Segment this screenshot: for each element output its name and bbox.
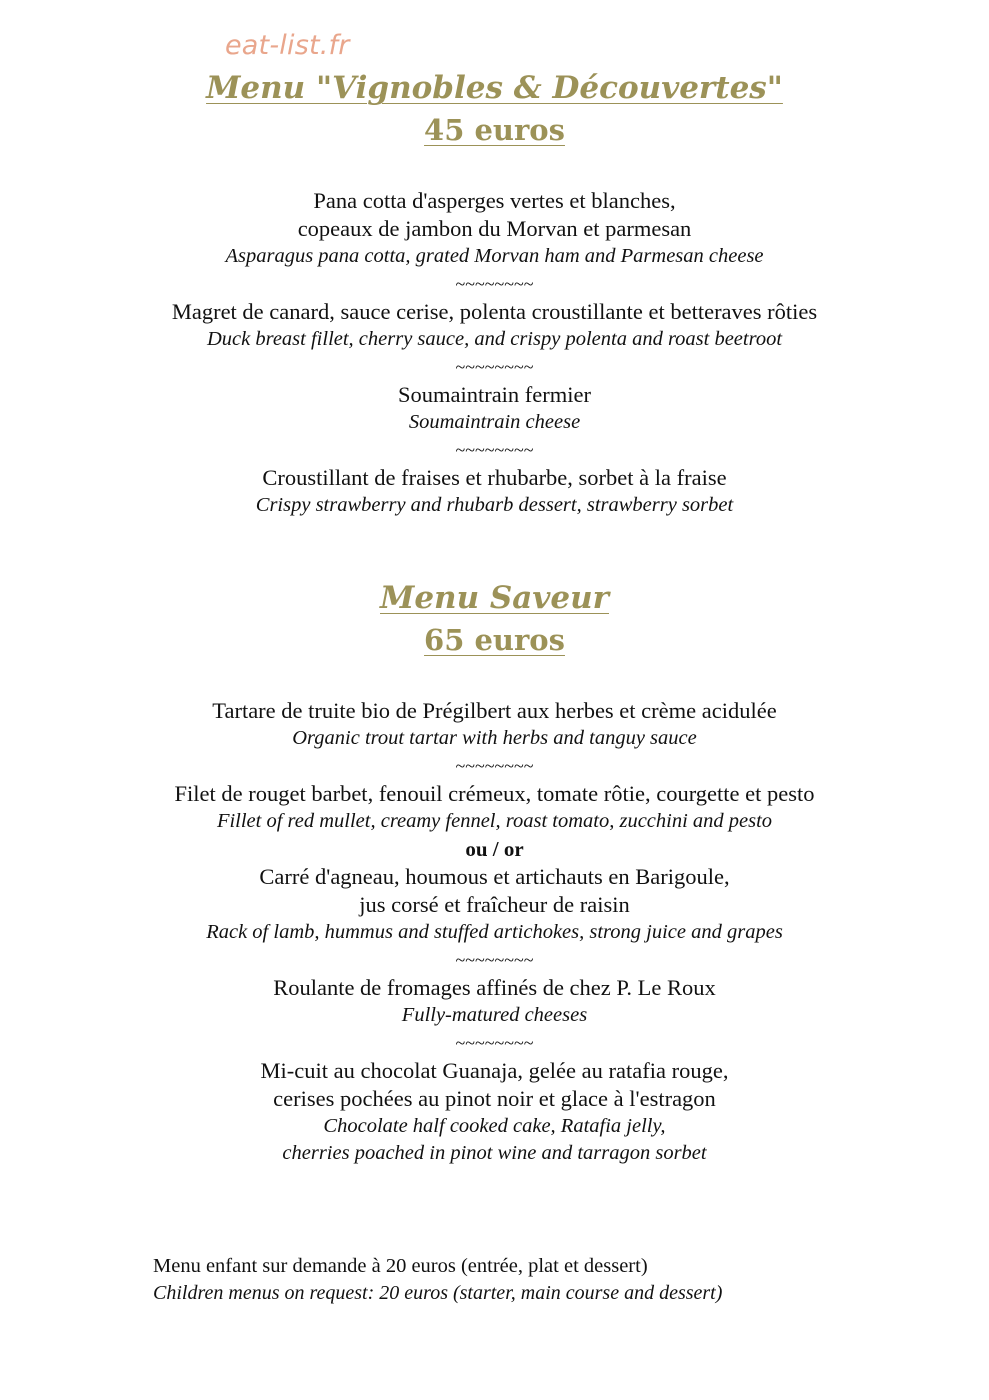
- course-main-1: [0, 780, 989, 835]
- separator: ~~~~~~~~: [455, 274, 534, 294]
- dish-en: Fully-matured cheeses: [401, 1004, 588, 1026]
- dish-fr: Roulante de fromages affinés de chez P. Le Roux: [273, 975, 716, 1000]
- watermark: eat-list.fr: [225, 30, 350, 61]
- menu-title: Menu Saveur: [380, 580, 609, 616]
- dish-fr: jus corsé et fraîcheur de raisin: [359, 892, 630, 917]
- course-main-2: [0, 863, 989, 946]
- dish-en: Chocolate half cooked cake, Ratafia jelly,: [323, 1115, 666, 1137]
- course-list: [0, 697, 989, 1167]
- dish-en: Crispy strawberry and rhubarb dessert, strawberry sorbet: [255, 494, 734, 516]
- course-dessert: [0, 1057, 989, 1167]
- dish-fr: Mi-cuit au chocolat Guanaja, gelée au ratafia rouge,: [260, 1058, 729, 1083]
- children-menu-en: Children menus on request: 20 euros (starter, main course and dessert): [153, 1282, 723, 1304]
- course-main: [0, 298, 989, 353]
- dish-en: Asparagus pana cotta, grated Morvan ham and Parmesan cheese: [225, 245, 764, 267]
- dish-en: Fillet of red mullet, creamy fennel, roast tomato, zucchini and pesto: [216, 810, 773, 832]
- dish-fr: Tartare de truite bio de Prégilbert aux herbes et crème acidulée: [212, 698, 777, 723]
- children-menu-fr: Menu enfant sur demande à 20 euros (entrée, plat et dessert): [153, 1255, 648, 1277]
- dish-fr: copeaux de jambon du Morvan et parmesan: [297, 216, 692, 241]
- dish-fr: cerises pochées au pinot noir et glace à l'estragon: [273, 1086, 716, 1111]
- separator: ~~~~~~~~: [455, 357, 534, 377]
- separator: ~~~~~~~~: [455, 1033, 534, 1053]
- course-dessert: [0, 464, 989, 519]
- dish-en: Duck breast fillet, cherry sauce, and crispy polenta and roast beetroot: [206, 328, 783, 350]
- dish-fr: Croustillant de fraises et rhubarbe, sorbet à la fraise: [262, 465, 727, 490]
- menu-title: Menu "Vignobles & Découvertes": [206, 70, 783, 106]
- dish-fr: Carré d'agneau, houmous et artichauts en Barigoule,: [259, 864, 730, 889]
- course-starter: [0, 187, 989, 270]
- course-starter: [0, 697, 989, 752]
- course-list: [0, 187, 989, 519]
- dish-en: Soumaintrain cheese: [408, 411, 581, 433]
- dish-fr: Pana cotta d'asperges vertes et blanches,: [313, 188, 676, 213]
- dish-en: cherries poached in pinot wine and tarragon sorbet: [282, 1142, 707, 1164]
- or-label: ou / or: [465, 837, 524, 861]
- menu-price: 45 euros: [424, 113, 565, 147]
- children-menu-note: [153, 1253, 722, 1306]
- dish-fr: Filet de rouget barbet, fenouil crémeux, tomate rôtie, courgette et pesto: [174, 781, 815, 806]
- separator: ~~~~~~~~: [455, 756, 534, 776]
- course-cheese: [0, 381, 989, 436]
- course-cheese: [0, 974, 989, 1029]
- separator: ~~~~~~~~: [455, 950, 534, 970]
- menu-price: 65 euros: [424, 623, 565, 657]
- dish-en: Organic trout tartar with herbs and tanguy sauce: [292, 727, 697, 749]
- separator: ~~~~~~~~: [455, 440, 534, 460]
- dish-fr: Soumaintrain fermier: [397, 382, 592, 407]
- dish-fr: Magret de canard, sauce cerise, polenta croustillante et betteraves rôties: [171, 299, 818, 324]
- menu-vignobles: [0, 67, 989, 519]
- dish-en: Rack of lamb, hummus and stuffed artichokes, strong juice and grapes: [206, 921, 783, 943]
- menu-saveur: [0, 577, 989, 1167]
